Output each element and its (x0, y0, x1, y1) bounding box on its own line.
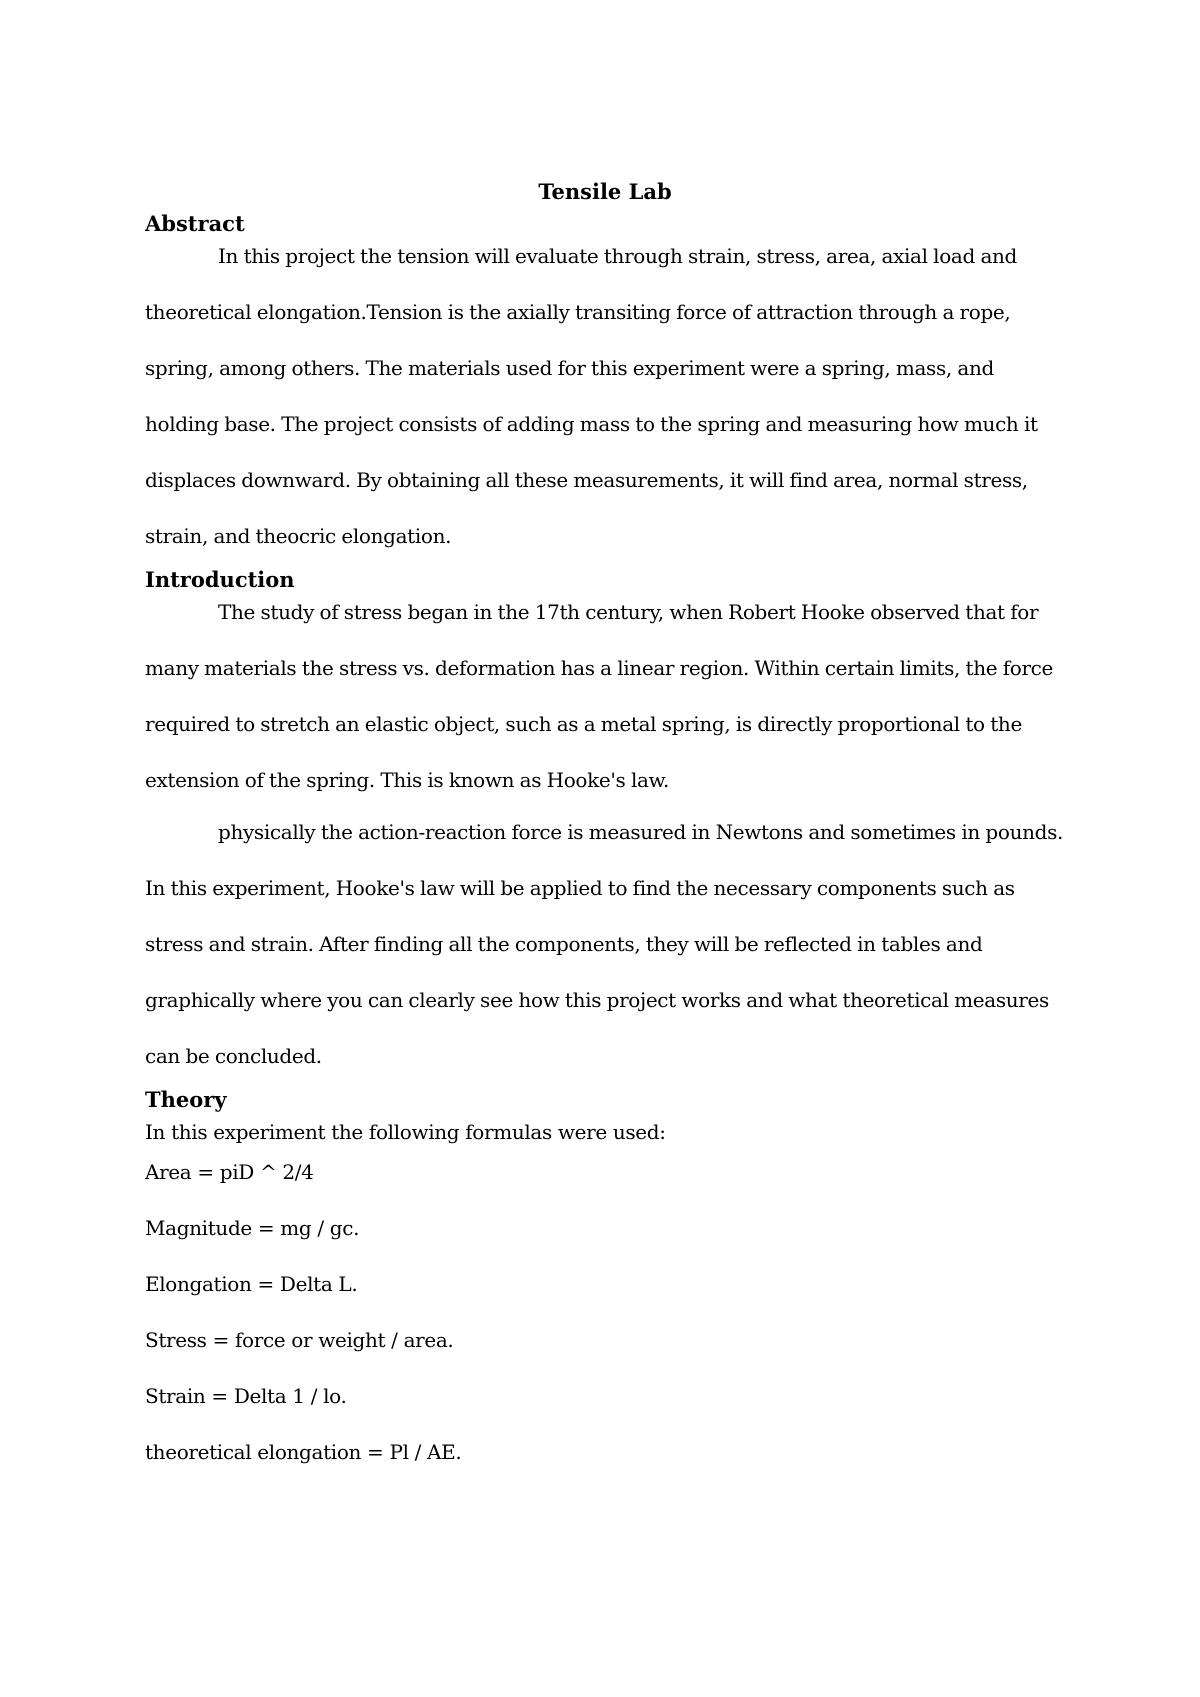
introduction-line: The study of stress began in the 17th century, when Robert Hooke observed that for (218, 600, 1039, 624)
formula-elongation: Elongation = Delta L. (145, 1272, 358, 1296)
abstract-line: strain, and theocric elongation. (145, 524, 452, 548)
abstract-line: In this project the tension will evaluate through strain, stress, area, axial load and (218, 244, 1017, 268)
formula-list (145, 1144, 1065, 1480)
introduction-line: graphically where you can clearly see how this project works and what theoretical measures (145, 988, 1049, 1012)
formula-theoretical-elongation: theoretical elongation = Pl / AE. (145, 1440, 462, 1464)
formula-area: Area = piD ^ 2/4 (145, 1160, 314, 1184)
document-content (145, 176, 1065, 1480)
introduction-line: many materials the stress vs. deformation has a linear region. Within certain limits, the force (145, 656, 1054, 680)
introduction-line: In this experiment, Hooke's law will be applied to find the necessary components such as (145, 876, 1015, 900)
introduction-line: extension of the spring. This is known as Hooke's law. (145, 768, 669, 792)
introduction-paragraph-2 (145, 804, 1065, 1084)
abstract-line: displaces downward. By obtaining all these measurements, it will find area, normal stress, (145, 468, 1028, 492)
formula-stress: Stress = force or weight / area. (145, 1328, 454, 1352)
abstract-line: spring, among others. The materials used for this experiment were a spring, mass, and (145, 356, 994, 380)
introduction-line: physically the action-reaction force is measured in Newtons and sometimes in pounds. (218, 820, 1064, 844)
abstract-line: theoretical elongation.Tension is the axially transiting force of attraction through a rope, (145, 300, 1011, 324)
abstract-line: holding base. The project consists of adding mass to the spring and measuring how much it (145, 412, 1038, 436)
theory-intro: In this experiment the following formulas were used: (145, 1120, 666, 1144)
abstract-paragraph (145, 228, 1065, 564)
document-title: Tensile Lab (538, 179, 672, 204)
abstract-heading: Abstract (145, 211, 245, 236)
introduction-paragraph-1 (145, 584, 1065, 808)
introduction-heading: Introduction (145, 567, 295, 592)
formula-magnitude: Magnitude = mg / gc. (145, 1216, 360, 1240)
formula-strain: Strain = Delta 1 / lo. (145, 1384, 347, 1408)
introduction-line: stress and strain. After finding all the components, they will be reflected in tables and (145, 932, 983, 956)
introduction-line: required to stretch an elastic object, such as a metal spring, is directly proportional to the (145, 712, 1022, 736)
theory-heading: Theory (145, 1087, 227, 1112)
introduction-line: can be concluded. (145, 1044, 322, 1068)
